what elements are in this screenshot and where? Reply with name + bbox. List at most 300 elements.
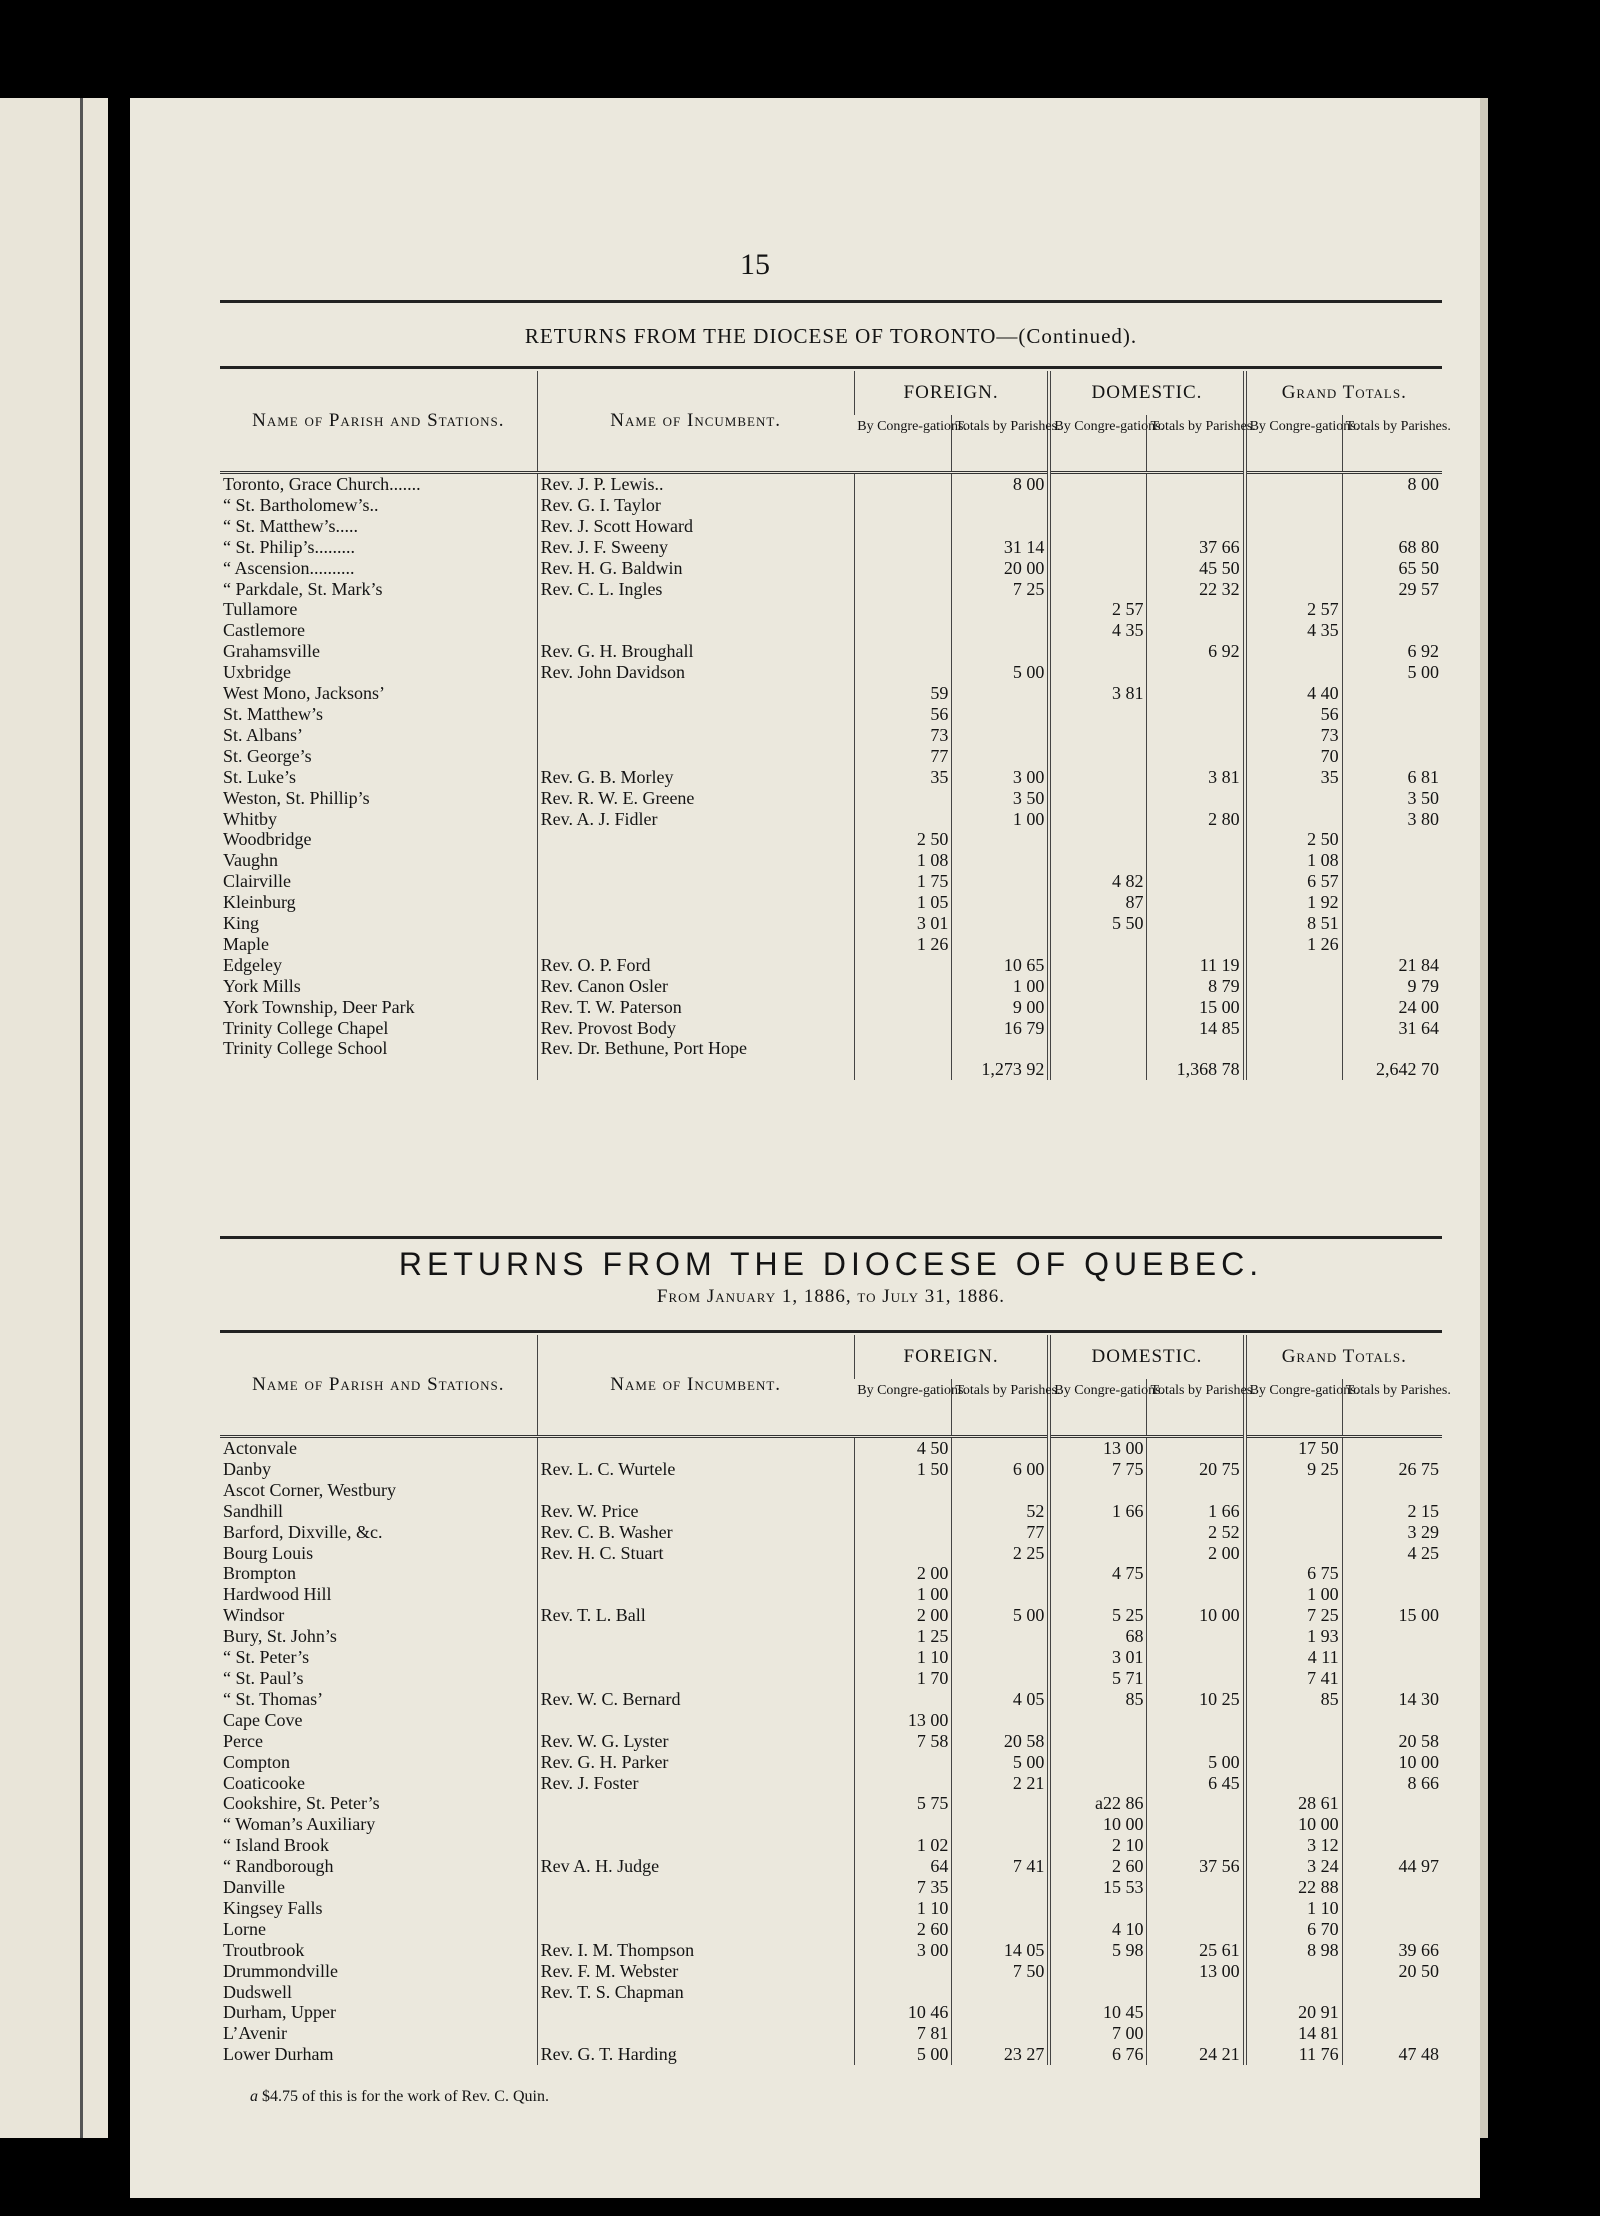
domestic-by-parishes bbox=[1147, 599, 1245, 620]
parish-name: Troutbrook bbox=[223, 1939, 305, 1960]
grand-by-congregations bbox=[1245, 662, 1343, 683]
grand-totals-header: Grand Totals. bbox=[1245, 371, 1442, 415]
foreign-by-congregations: 1 02 bbox=[854, 1835, 952, 1856]
foreign-by-congregations: 77 bbox=[854, 746, 952, 767]
domestic-by-congregations: 2 10 bbox=[1049, 1835, 1147, 1856]
grand-by-congregations: 56 bbox=[1245, 704, 1343, 725]
domestic-by-congregations bbox=[1049, 829, 1147, 850]
foreign-by-parishes: 3 00 bbox=[952, 767, 1050, 788]
table-row bbox=[220, 1668, 1442, 1689]
foreign-by-congregations bbox=[854, 1982, 952, 2003]
foreign-by-parishes: 5 00 bbox=[952, 1605, 1050, 1626]
domestic-by-parishes bbox=[1147, 704, 1245, 725]
parish-name: L’Avenir bbox=[223, 2023, 287, 2044]
grand-by-parishes bbox=[1342, 1835, 1442, 1856]
grand-by-parishes bbox=[1342, 934, 1442, 955]
grand-by-congregations: 4 40 bbox=[1245, 683, 1343, 704]
parish-name: Barford, Dixville, &c. bbox=[223, 1521, 383, 1542]
foreign-by-congregations: 10 46 bbox=[854, 2002, 952, 2023]
table-row bbox=[220, 871, 1442, 892]
table-row bbox=[220, 1982, 1442, 2003]
foreign-by-parishes: 3 50 bbox=[952, 788, 1050, 809]
table-row bbox=[220, 537, 1442, 558]
table-row bbox=[220, 1626, 1442, 1647]
domestic-by-congregations bbox=[1049, 1961, 1147, 1982]
domestic-by-parishes: 20 75 bbox=[1147, 1459, 1245, 1480]
foreign-by-congregations: 1 10 bbox=[854, 1647, 952, 1668]
table-row bbox=[220, 1877, 1442, 1898]
foreign-by-congregations: 2 60 bbox=[854, 1919, 952, 1940]
parish-name: “ St. Bartholomew’s.. bbox=[223, 494, 379, 515]
parish-name: Edgeley bbox=[223, 954, 282, 975]
foreign-by-congregations: 2 50 bbox=[854, 829, 952, 850]
foreign-by-parishes-header: Totals by Parishes. bbox=[952, 1379, 1050, 1437]
domestic-by-congregations bbox=[1049, 788, 1147, 809]
domestic-by-congregations: 10 00 bbox=[1049, 1814, 1147, 1835]
domestic-by-parishes: 37 66 bbox=[1147, 537, 1245, 558]
table-row bbox=[220, 1584, 1442, 1605]
adjacent-page-strip bbox=[0, 98, 108, 2138]
foreign-by-parishes bbox=[952, 1898, 1050, 1919]
toronto-totals-row bbox=[220, 1059, 1442, 1080]
domestic-by-parishes bbox=[1147, 662, 1245, 683]
foreign-by-parishes: 7 41 bbox=[952, 1856, 1050, 1877]
footnote-mark: a bbox=[250, 2088, 258, 2105]
grand-by-congregations bbox=[1245, 997, 1343, 1018]
grand-by-parishes: 21 84 bbox=[1342, 955, 1442, 976]
foreign-by-congregations: 73 bbox=[854, 725, 952, 746]
incumbent-name: Rev. J. Scott Howard bbox=[537, 516, 854, 537]
domestic-by-parishes bbox=[1147, 1038, 1245, 1059]
grand-by-parishes bbox=[1342, 620, 1442, 641]
table-row bbox=[220, 997, 1442, 1018]
grand-by-congregations: 28 61 bbox=[1245, 1793, 1343, 1814]
parish-name: Hardwood Hill bbox=[223, 1584, 332, 1605]
parish-name: “ St. Peter’s bbox=[223, 1647, 310, 1668]
grand-by-congregations bbox=[1245, 955, 1343, 976]
grand-by-congregations bbox=[1245, 1961, 1343, 1982]
grand-by-congregations-header: By Congre-gations. bbox=[1245, 1379, 1343, 1437]
domestic-by-parishes bbox=[1147, 620, 1245, 641]
grand-by-parishes: 6 81 bbox=[1342, 767, 1442, 788]
incumbent-name bbox=[537, 892, 854, 913]
grand-by-congregations: 6 57 bbox=[1245, 871, 1343, 892]
foreign-by-parishes: 9 00 bbox=[952, 997, 1050, 1018]
incumbent-name: Rev. T. S. Chapman bbox=[537, 1982, 854, 2003]
parish-name: York Mills bbox=[223, 975, 301, 996]
parish-name: Grahamsville bbox=[223, 641, 320, 662]
incumbent-name bbox=[537, 683, 854, 704]
foreign-by-parishes bbox=[952, 1668, 1050, 1689]
domestic-by-parishes bbox=[1147, 683, 1245, 704]
parish-name: Windsor bbox=[223, 1605, 285, 1626]
incumbent-name: Rev A. H. Judge bbox=[537, 1856, 854, 1877]
parish-name: Compton bbox=[223, 1751, 291, 1772]
domestic-by-congregations: a22 86 bbox=[1049, 1793, 1147, 1814]
foreign-by-congregations bbox=[854, 1961, 952, 1982]
parish-name: West Mono, Jacksons’ bbox=[223, 683, 386, 704]
foreign-by-parishes bbox=[952, 704, 1050, 725]
domestic-by-parishes bbox=[1147, 473, 1245, 495]
grand-by-parishes bbox=[1342, 1584, 1442, 1605]
foreign-by-parishes: 31 14 bbox=[952, 537, 1050, 558]
table-row bbox=[220, 1940, 1442, 1961]
parish-header: Name of Parish and Stations. bbox=[252, 1373, 505, 1395]
domestic-by-congregations-header: By Congre-gations. bbox=[1049, 1379, 1147, 1437]
domestic-by-parishes: 37 56 bbox=[1147, 1856, 1245, 1877]
parish-name: “ Island Brook bbox=[223, 1835, 329, 1856]
domestic-header: DOMESTIC. bbox=[1049, 1335, 1244, 1379]
grand-by-parishes bbox=[1342, 1710, 1442, 1731]
footnote-text: $4.75 of this is for the work of Rev. C. Quin. bbox=[258, 2088, 549, 2105]
parish-name: Lorne bbox=[223, 1918, 266, 1939]
foreign-by-congregations bbox=[854, 641, 952, 662]
grand-by-parishes bbox=[1342, 704, 1442, 725]
parish-name: Woodbridge bbox=[223, 829, 312, 850]
grand-by-parishes: 5 00 bbox=[1342, 662, 1442, 683]
foreign-by-parishes bbox=[952, 892, 1050, 913]
incumbent-name bbox=[537, 871, 854, 892]
parish-name: Vaughn bbox=[223, 850, 278, 871]
foreign-by-parishes: 5 00 bbox=[952, 662, 1050, 683]
foreign-by-parishes bbox=[952, 1835, 1050, 1856]
grand-by-parishes: 10 00 bbox=[1342, 1752, 1442, 1773]
foreign-by-congregations bbox=[854, 558, 952, 579]
parish-name: Cape Cove bbox=[223, 1709, 303, 1730]
grand-by-parishes bbox=[1342, 1647, 1442, 1668]
parish-name: St. George’s bbox=[223, 745, 312, 766]
grand-by-congregations: 1 10 bbox=[1245, 1898, 1343, 1919]
incumbent-name bbox=[537, 1437, 854, 1459]
domestic-by-congregations bbox=[1049, 1898, 1147, 1919]
incumbent-name: Rev. H. C. Stuart bbox=[537, 1543, 854, 1564]
parish-name: St. Matthew’s bbox=[223, 703, 324, 724]
incumbent-name bbox=[537, 746, 854, 767]
foreign-by-congregations: 1 26 bbox=[854, 934, 952, 955]
page-edge bbox=[1480, 98, 1488, 2138]
grand-by-congregations: 1 93 bbox=[1245, 1626, 1343, 1647]
domestic-by-congregations: 1 66 bbox=[1049, 1501, 1147, 1522]
foreign-by-parishes bbox=[952, 1437, 1050, 1459]
incumbent-name: Rev. J. Foster bbox=[537, 1773, 854, 1794]
domestic-by-congregations bbox=[1049, 1584, 1147, 1605]
foreign-by-congregations: 1 10 bbox=[854, 1898, 952, 1919]
parish-name: “ Parkdale, St. Mark’s bbox=[223, 578, 383, 599]
domestic-by-parishes bbox=[1147, 1584, 1245, 1605]
parish-name: Whitby bbox=[223, 808, 277, 829]
parish-name: Perce bbox=[223, 1730, 263, 1751]
incumbent-name: Rev. J. F. Sweeny bbox=[537, 537, 854, 558]
grand-by-parishes: 44 97 bbox=[1342, 1856, 1442, 1877]
grand-by-parishes bbox=[1342, 1814, 1442, 1835]
foreign-by-congregations bbox=[854, 1038, 952, 1059]
grand-by-parishes bbox=[1342, 746, 1442, 767]
parish-header: Name of Parish and Stations. bbox=[252, 409, 505, 431]
foreign-by-parishes bbox=[952, 1480, 1050, 1501]
foreign-by-parishes bbox=[952, 1563, 1050, 1584]
table-row bbox=[220, 1459, 1442, 1480]
grand-by-congregations: 17 50 bbox=[1245, 1437, 1343, 1459]
parish-name: Maple bbox=[223, 933, 269, 954]
domestic-total: 1,368 78 bbox=[1147, 1059, 1245, 1080]
domestic-by-parishes bbox=[1147, 746, 1245, 767]
domestic-by-parishes: 15 00 bbox=[1147, 997, 1245, 1018]
table-row bbox=[220, 1501, 1442, 1522]
foreign-by-congregations bbox=[854, 537, 952, 558]
table-row bbox=[220, 1793, 1442, 1814]
parish-name: Drummondville bbox=[223, 1960, 338, 1981]
table-row bbox=[220, 1898, 1442, 1919]
domestic-by-parishes bbox=[1147, 788, 1245, 809]
parish-name: Uxbridge bbox=[223, 662, 291, 683]
toronto-rows bbox=[220, 473, 1442, 1060]
incumbent-name bbox=[537, 1793, 854, 1814]
domestic-by-congregations bbox=[1049, 579, 1147, 600]
foreign-by-parishes bbox=[952, 850, 1050, 871]
domestic-by-parishes bbox=[1147, 1877, 1245, 1898]
grand-totals-header: Grand Totals. bbox=[1245, 1335, 1442, 1379]
grand-by-parishes bbox=[1342, 516, 1442, 537]
foreign-by-congregations: 13 00 bbox=[854, 1710, 952, 1731]
grand-by-parishes bbox=[1342, 913, 1442, 934]
table-row bbox=[220, 704, 1442, 725]
incumbent-name: Rev. G. B. Morley bbox=[537, 767, 854, 788]
foreign-by-congregations bbox=[854, 1018, 952, 1039]
domestic-by-congregations bbox=[1049, 537, 1147, 558]
domestic-by-parishes: 10 00 bbox=[1147, 1605, 1245, 1626]
domestic-by-parishes-header: Totals by Parishes. bbox=[1147, 415, 1245, 473]
grand-by-parishes bbox=[1342, 2023, 1442, 2044]
foreign-by-congregations: 2 00 bbox=[854, 1563, 952, 1584]
foreign-by-parishes bbox=[952, 516, 1050, 537]
domestic-by-congregations bbox=[1049, 641, 1147, 662]
incumbent-header: Name of Incumbent. bbox=[537, 371, 854, 473]
grand-by-congregations: 9 25 bbox=[1245, 1459, 1343, 1480]
domestic-by-congregations: 15 53 bbox=[1049, 1877, 1147, 1898]
foreign-by-parishes: 2 25 bbox=[952, 1543, 1050, 1564]
incumbent-name bbox=[537, 913, 854, 934]
foreign-by-congregations: 56 bbox=[854, 704, 952, 725]
foreign-by-parishes bbox=[952, 1647, 1050, 1668]
parish-name: Clairville bbox=[223, 871, 291, 892]
domestic-by-congregations: 87 bbox=[1049, 892, 1147, 913]
domestic-by-parishes bbox=[1147, 2023, 1245, 2044]
grand-by-parishes-header: Totals by Parishes. bbox=[1342, 415, 1442, 473]
domestic-by-parishes: 11 19 bbox=[1147, 955, 1245, 976]
domestic-by-congregations bbox=[1049, 1752, 1147, 1773]
table-row bbox=[220, 1480, 1442, 1501]
foreign-by-parishes bbox=[952, 746, 1050, 767]
foreign-by-parishes: 7 25 bbox=[952, 579, 1050, 600]
parish-name: St. Luke’s bbox=[223, 766, 297, 787]
table-row bbox=[220, 1856, 1442, 1877]
grand-by-parishes: 3 29 bbox=[1342, 1522, 1442, 1543]
incumbent-name: Rev. J. P. Lewis.. bbox=[537, 473, 854, 495]
incumbent-name: Rev. T. W. Paterson bbox=[537, 997, 854, 1018]
foreign-by-congregations: 1 25 bbox=[854, 1626, 952, 1647]
foreign-by-parishes bbox=[952, 1814, 1050, 1835]
parish-name: Kingsey Falls bbox=[223, 1897, 323, 1918]
domestic-by-parishes bbox=[1147, 1437, 1245, 1459]
domestic-by-congregations bbox=[1049, 1543, 1147, 1564]
domestic-by-parishes bbox=[1147, 892, 1245, 913]
parish-name: Ascot Corner, Westbury bbox=[223, 1479, 396, 1500]
grand-by-congregations bbox=[1245, 579, 1343, 600]
grand-by-congregations bbox=[1245, 1710, 1343, 1731]
incumbent-name bbox=[537, 704, 854, 725]
grand-by-parishes: 2 15 bbox=[1342, 1501, 1442, 1522]
table-row bbox=[220, 641, 1442, 662]
table-row bbox=[220, 1752, 1442, 1773]
foreign-by-parishes bbox=[952, 2023, 1050, 2044]
domestic-by-congregations: 6 76 bbox=[1049, 2044, 1147, 2065]
incumbent-name: Rev. W. C. Bernard bbox=[537, 1689, 854, 1710]
grand-total: 2,642 70 bbox=[1342, 1059, 1442, 1080]
foreign-by-parishes bbox=[952, 2002, 1050, 2023]
grand-by-parishes bbox=[1342, 1982, 1442, 2003]
incumbent-name bbox=[537, 1626, 854, 1647]
grand-by-parishes: 39 66 bbox=[1342, 1940, 1442, 1961]
grand-by-parishes: 4 25 bbox=[1342, 1543, 1442, 1564]
domestic-by-congregations: 13 00 bbox=[1049, 1437, 1147, 1459]
toronto-title: RETURNS FROM THE DIOCESE OF TORONTO—(Continued). bbox=[524, 324, 1138, 348]
foreign-by-parishes: 7 50 bbox=[952, 1961, 1050, 1982]
quebec-title: RETURNS FROM THE DIOCESE OF QUEBEC. bbox=[398, 1246, 1264, 1282]
domestic-by-parishes: 10 25 bbox=[1147, 1689, 1245, 1710]
foreign-by-parishes: 16 79 bbox=[952, 1018, 1050, 1039]
toronto-returns-table bbox=[220, 371, 1451, 1080]
grand-by-parishes bbox=[1342, 1563, 1442, 1584]
incumbent-name bbox=[537, 2002, 854, 2023]
foreign-by-parishes: 20 00 bbox=[952, 558, 1050, 579]
foreign-by-parishes bbox=[952, 495, 1050, 516]
incumbent-name: Rev. Canon Osler bbox=[537, 976, 854, 997]
table-row bbox=[220, 579, 1442, 600]
parish-name: Weston, St. Phillip’s bbox=[223, 787, 370, 808]
grand-by-congregations: 11 76 bbox=[1245, 2044, 1343, 2065]
table-row bbox=[220, 1605, 1442, 1626]
incumbent-name: Rev. Dr. Bethune, Port Hope bbox=[537, 1038, 854, 1059]
table-row bbox=[220, 1563, 1442, 1584]
table-row bbox=[220, 558, 1442, 579]
foreign-by-parishes-header: Totals by Parishes. bbox=[952, 415, 1050, 473]
grand-by-congregations: 6 75 bbox=[1245, 1563, 1343, 1584]
grand-by-parishes: 65 50 bbox=[1342, 558, 1442, 579]
top-rule bbox=[220, 300, 1442, 303]
domestic-by-parishes bbox=[1147, 1647, 1245, 1668]
domestic-by-congregations bbox=[1049, 725, 1147, 746]
grand-by-congregations: 22 88 bbox=[1245, 1877, 1343, 1898]
table-row bbox=[220, 1689, 1442, 1710]
foreign-by-congregations bbox=[854, 809, 952, 830]
foreign-by-congregations: 1 75 bbox=[854, 871, 952, 892]
grand-by-congregations: 8 98 bbox=[1245, 1940, 1343, 1961]
foreign-by-congregations-header: By Congre-gations. bbox=[857, 419, 967, 434]
parish-name: Brompton bbox=[223, 1563, 297, 1584]
domestic-by-congregations: 4 82 bbox=[1049, 871, 1147, 892]
parish-name: Tullamore bbox=[223, 599, 298, 620]
parish-name: “ St. Philip’s......... bbox=[223, 536, 356, 557]
foreign-by-parishes bbox=[952, 1793, 1050, 1814]
grand-by-congregations-header: By Congre-gations. bbox=[1245, 415, 1343, 473]
foreign-by-congregations bbox=[854, 1543, 952, 1564]
foreign-by-parishes: 23 27 bbox=[952, 2044, 1050, 2065]
incumbent-name bbox=[537, 850, 854, 871]
grand-by-parishes: 3 50 bbox=[1342, 788, 1442, 809]
foreign-by-parishes: 6 00 bbox=[952, 1459, 1050, 1480]
table-row bbox=[220, 1961, 1442, 1982]
table-row bbox=[220, 2002, 1442, 2023]
table-row bbox=[220, 934, 1442, 955]
grand-by-parishes bbox=[1342, 599, 1442, 620]
domestic-by-congregations: 5 25 bbox=[1049, 1605, 1147, 1626]
domestic-by-congregations: 4 35 bbox=[1049, 620, 1147, 641]
foreign-by-parishes bbox=[952, 725, 1050, 746]
domestic-by-congregations: 5 71 bbox=[1049, 1668, 1147, 1689]
incumbent-name: Rev. G. I. Taylor bbox=[537, 495, 854, 516]
grand-by-parishes bbox=[1342, 1919, 1442, 1940]
domestic-by-parishes bbox=[1147, 871, 1245, 892]
grand-by-parishes bbox=[1342, 683, 1442, 704]
foreign-by-congregations bbox=[854, 473, 952, 495]
domestic-by-parishes: 3 81 bbox=[1147, 767, 1245, 788]
foreign-header: FOREIGN. bbox=[854, 1335, 1049, 1379]
domestic-by-parishes bbox=[1147, 1835, 1245, 1856]
domestic-by-parishes: 6 45 bbox=[1147, 1773, 1245, 1794]
foreign-by-congregations bbox=[854, 1501, 952, 1522]
foreign-by-congregations bbox=[854, 495, 952, 516]
table-row bbox=[220, 1018, 1442, 1039]
domestic-by-parishes: 2 52 bbox=[1147, 1522, 1245, 1543]
foreign-by-congregations: 7 35 bbox=[854, 1877, 952, 1898]
parish-name: “ Ascension.......... bbox=[223, 557, 355, 578]
domestic-by-parishes bbox=[1147, 1480, 1245, 1501]
parish-name: Coaticooke bbox=[223, 1772, 305, 1793]
incumbent-name bbox=[537, 1877, 854, 1898]
foreign-by-congregations: 5 75 bbox=[854, 1793, 952, 1814]
grand-by-congregations bbox=[1245, 1038, 1343, 1059]
incumbent-name: Rev. A. J. Fidler bbox=[537, 809, 854, 830]
domestic-by-congregations bbox=[1049, 746, 1147, 767]
domestic-by-congregations bbox=[1049, 809, 1147, 830]
foreign-by-congregations bbox=[854, 1522, 952, 1543]
grand-by-parishes bbox=[1342, 2002, 1442, 2023]
domestic-by-parishes bbox=[1147, 850, 1245, 871]
foreign-by-congregations: 1 50 bbox=[854, 1459, 952, 1480]
parish-name: Toronto, Grace Church....... bbox=[223, 474, 421, 494]
foreign-by-parishes bbox=[952, 1919, 1050, 1940]
grand-by-parishes bbox=[1342, 495, 1442, 516]
domestic-by-congregations: 2 60 bbox=[1049, 1856, 1147, 1877]
foreign-by-parishes: 52 bbox=[952, 1501, 1050, 1522]
foreign-by-congregations: 1 00 bbox=[854, 1584, 952, 1605]
domestic-by-congregations bbox=[1049, 934, 1147, 955]
grand-by-congregations bbox=[1245, 1501, 1343, 1522]
incumbent-name: Rev. W. Price bbox=[537, 1501, 854, 1522]
domestic-by-congregations-header: By Congre-gations. bbox=[1049, 415, 1147, 473]
domestic-by-congregations: 5 50 bbox=[1049, 913, 1147, 934]
incumbent-name: Rev. G. H. Broughall bbox=[537, 641, 854, 662]
foreign-total: 1,273 92 bbox=[952, 1059, 1050, 1080]
foreign-header: FOREIGN. bbox=[854, 371, 1049, 415]
grand-by-congregations: 7 41 bbox=[1245, 1668, 1343, 1689]
table-row bbox=[220, 809, 1442, 830]
grand-by-parishes: 29 57 bbox=[1342, 579, 1442, 600]
grand-by-congregations bbox=[1245, 516, 1343, 537]
domestic-by-congregations bbox=[1049, 1710, 1147, 1731]
parish-name: St. Albans’ bbox=[223, 724, 304, 745]
grand-by-congregations: 1 00 bbox=[1245, 1584, 1343, 1605]
